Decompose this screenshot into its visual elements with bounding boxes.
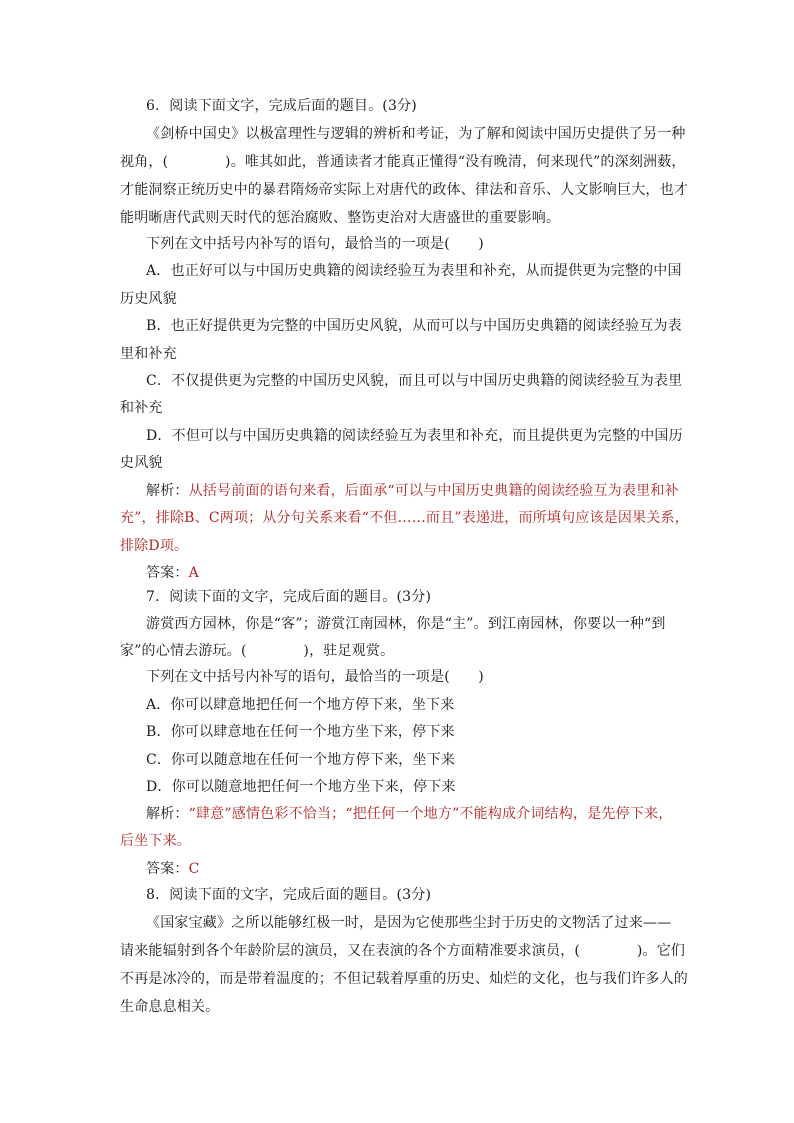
question-6-option-a: A．也正好可以与中国历史典籍的阅读经验互为表里和补充，从而提供更为完整的中国 <box>146 263 682 279</box>
question-7-option-d: D．你可以随意地把任何一个地方坐下来，停下来 <box>146 779 456 795</box>
question-7-option-c: C．你可以随意地在任何一个地方停下来，坐下来 <box>146 752 456 768</box>
analysis-label: 解析： <box>146 806 189 822</box>
question-7-option-b: B．你可以肆意地在任何一个地方坐下来，停下来 <box>146 724 455 740</box>
question-6-header: 6．阅读下面文字，完成后面的题目。(3分) <box>146 98 417 114</box>
question-8-passage-line: 请来能辐射到各个年龄阶层的演员，又在表演的各个方面精准要求演员，( )。它们 <box>120 943 686 959</box>
question-6-option-d-cont: 史风貌 <box>120 455 163 471</box>
question-6-option-c: C．不仅提供更为完整的中国历史风貌，而且可以与中国历史典籍的阅读经验互为表里 <box>146 373 683 389</box>
answer-label: 答案： <box>146 861 189 877</box>
answer-value: C <box>188 861 200 877</box>
question-8-passage-line: 《国家宝藏》之所以能够红极一时，是因为它使那些尘封于历史的文物活了过来—— <box>146 915 672 931</box>
question-6-answer <box>146 564 199 582</box>
analysis-text: 从括号前面的语句来看，后面承“可以与中国历史典籍的阅读经验互为表里和补 <box>188 483 679 499</box>
question-7-answer <box>146 860 200 878</box>
question-7-passage-line: 游赏西方园林，你是“客”；游赏江南园林，你是“主”。到江南园林，你要以一种“到 <box>146 616 666 632</box>
question-7-header: 7．阅读下面的文字，完成后面的题目。(3分) <box>146 589 432 605</box>
question-6-analysis-cont: 排除D项。 <box>120 538 189 554</box>
question-6-option-c-cont: 和补充 <box>120 400 163 416</box>
question-7-analysis-cont: 后坐下来。 <box>120 833 191 849</box>
question-6-passage-line: 《剑桥中国史》以极富理性与逻辑的辨析和考证，为了解和阅读中国历史提供了另一种 <box>146 126 686 142</box>
answer-label: 答案： <box>146 565 189 581</box>
analysis-text: “肆意”感情色彩不恰当；“把任何一个地方”不能构成介词结构，是先停下来， <box>188 806 673 822</box>
question-7-prompt: 下列在文中括号内补写的语句，最恰当的一项是( ) <box>146 669 484 685</box>
question-7-option-a: A．你可以肆意地把任何一个地方停下来，坐下来 <box>146 697 455 713</box>
question-6-option-b-cont: 里和补充 <box>120 346 177 362</box>
question-7-analysis <box>146 805 672 823</box>
question-6-option-a-cont: 历史风貌 <box>120 291 177 307</box>
answer-value: A <box>188 565 199 581</box>
question-6-passage-line: 视角，( )。唯其如此，普通读者才能真正懂得“没有晚清，何来现代”的深刻洲薮， <box>120 154 686 170</box>
question-6-passage-line: 能明晰唐代武则天时代的惩治腐败、整饬吏治对大唐盛世的重要影响。 <box>120 210 561 226</box>
question-6-option-b: B．也正好提供更为完整的中国历史风貌，从而可以与中国历史典籍的阅读经验互为表 <box>146 318 682 334</box>
question-6-passage-line: 才能洞察正统历史中的暴君隋炀帝实际上对唐代的政体、律法和音乐、人文影响巨大，也才 <box>120 182 688 198</box>
question-7-passage-line: 家”的心情去游玩。( )，驻足观赏。 <box>120 643 395 659</box>
analysis-label: 解析： <box>146 483 189 499</box>
question-8-passage-line: 不再是冰冷的，而是带着温度的；不但记载着厚重的历史、灿烂的文化，也与我们许多人的 <box>120 971 688 987</box>
question-6-analysis-cont: 充”，排除B、C两项；从分句关系来看“不但……而且”表递进，而所填句应该是因果关系， <box>120 510 689 526</box>
question-8-header: 8．阅读下面的文字，完成后面的题目。(3分) <box>146 887 432 903</box>
question-8-passage-line: 生命息息相关。 <box>120 999 220 1015</box>
question-6-prompt: 下列在文中括号内补写的语句，最恰当的一项是( ) <box>146 236 484 252</box>
question-6-option-d: D．不但可以与中国历史典籍的阅读经验互为表里和补充，而且提供更为完整的中国历 <box>146 428 683 444</box>
question-6-analysis <box>146 482 679 500</box>
